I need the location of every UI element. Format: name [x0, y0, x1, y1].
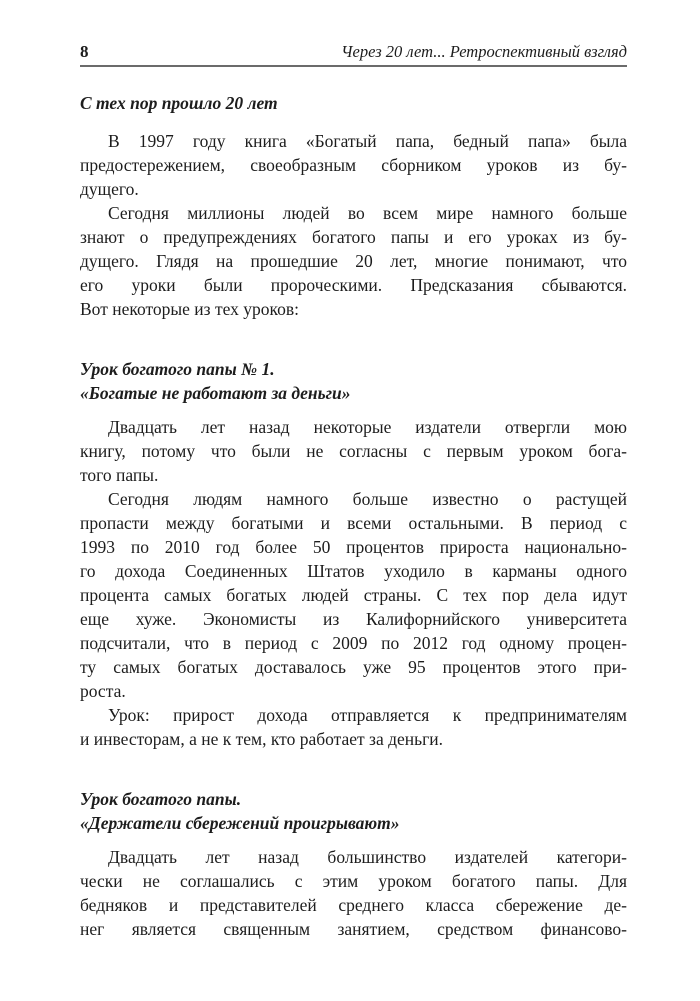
page-number: 8: [80, 42, 89, 61]
text-line: дущего. Глядя на прошедшие 20 лет, многие понимают, что: [80, 251, 627, 271]
paragraph: [80, 129, 627, 201]
text-line: чески не соглашались с этим уроком богатого папы. Для: [80, 871, 627, 891]
heading-line: С тех пор прошло 20 лет: [80, 93, 278, 113]
text-line: Сегодня миллионы людей во всем мире намного больше: [108, 203, 627, 223]
text-line: нег является священным занятием, средством финансово-: [80, 919, 627, 939]
text-line: пропасти между богатыми и всеми остальными. В период с: [80, 513, 627, 533]
paragraph: [80, 487, 627, 703]
text-line: знают о предупреждениях богатого папы и его уроках из бу-: [80, 227, 627, 247]
chapter-heading: [80, 91, 627, 115]
running-title: Через 20 лет... Ретроспективный взгляд: [341, 42, 627, 61]
page-body: [80, 91, 627, 941]
paragraph: [80, 845, 627, 941]
text-line: бедняков и представителей среднего класса сбережение де-: [80, 895, 627, 915]
page-header: [80, 42, 627, 67]
text-line: Двадцать лет назад большинство издателей категори-: [108, 847, 627, 867]
text-line: подсчитали, что в период с 2009 по 2012 год одному процен-: [80, 633, 627, 653]
text-line: Двадцать лет назад некоторые издатели отвергли мою: [108, 417, 627, 437]
text-line: В 1997 году книга «Богатый папа, бедный папа» была: [108, 131, 627, 151]
heading-line: Урок богатого папы.: [80, 789, 242, 809]
heading-line: Урок богатого папы № 1.: [80, 359, 275, 379]
text-line: Урок: прирост дохода отправляется к предпринимателям: [108, 705, 627, 725]
text-line: го дохода Соединенных Штатов уходило в карманы одного: [80, 561, 627, 581]
text-line: дущего.: [80, 179, 139, 199]
text-line: предостережением, своеобразным сборником уроков из бу-: [80, 155, 627, 175]
section-heading: [80, 787, 627, 835]
paragraph: [80, 415, 627, 487]
text-line: книгу, потому что были не согласны с первым уроком бога-: [80, 441, 627, 461]
text-line: 1993 по 2010 год более 50 процентов прироста национально-: [80, 537, 627, 557]
text-line: Сегодня людям намного больше известно о растущей: [108, 489, 627, 509]
heading-line: «Богатые не работают за деньги»: [80, 383, 351, 403]
heading-line: «Держатели сбережений проигрывают»: [80, 813, 400, 833]
text-line: Вот некоторые из тех уроков:: [80, 299, 299, 319]
text-line: роста.: [80, 681, 126, 701]
text-line: ту самых богатых доставалось уже 95 процентов этого при-: [80, 657, 627, 677]
text-line: еще хуже. Экономисты из Калифорнийского университета: [80, 609, 627, 629]
text-line: и инвесторам, а не к тем, кто работает за деньги.: [80, 729, 444, 749]
text-line: процента самых богатых людей страны. С тех пор дела идут: [80, 585, 627, 605]
text-line: того папы.: [80, 465, 159, 485]
section-heading: [80, 357, 627, 405]
paragraph: [80, 703, 627, 751]
text-line: его уроки были пророческими. Предсказания сбываются.: [80, 275, 627, 295]
paragraph: [80, 201, 627, 321]
